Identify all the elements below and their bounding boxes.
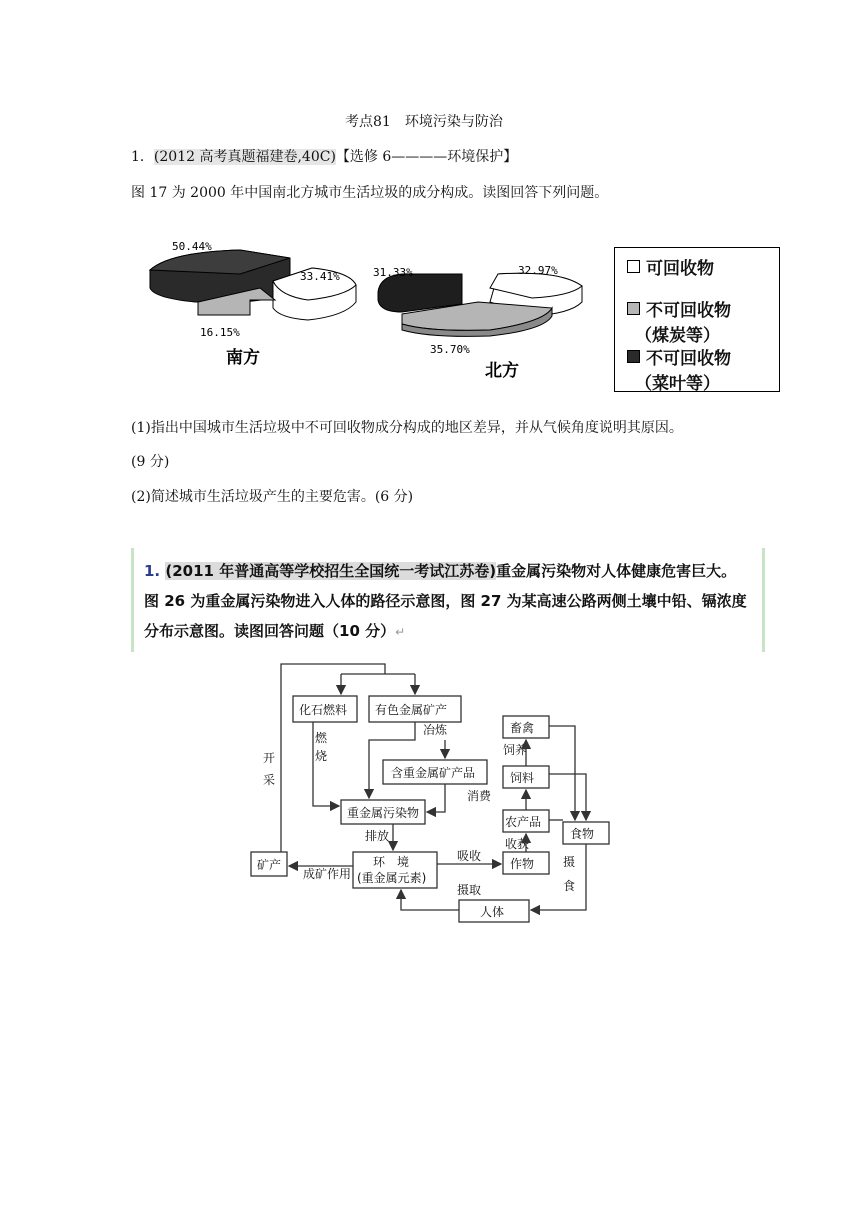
question-stem: 图 17 为 2000 年中国南北方城市生活垃圾的成分构成。读图回答下列问题。 xyxy=(131,185,609,201)
ingest-label: 摄取 xyxy=(457,883,482,897)
livestock-label: 畜禽 xyxy=(510,721,535,735)
burn-label-1: 燃 xyxy=(315,731,328,745)
question-2-line1: 重金属污染物对人体健康危害巨大。 xyxy=(496,562,737,580)
question-number: 1． xyxy=(131,149,154,165)
feed-label: 饲料 xyxy=(510,771,535,785)
feeding-label: 饲养 xyxy=(503,743,528,757)
dark-swatch-icon xyxy=(627,350,640,363)
question-2-number: 1. xyxy=(144,562,161,580)
products-label: 含重金属矿产品 xyxy=(391,766,476,780)
ore-forming-label: 成矿作用 xyxy=(303,867,352,881)
absorb-label: 吸收 xyxy=(457,849,482,863)
question-2-source: (2011 年普通高等学校招生全国统一考试江苏卷) xyxy=(165,562,497,580)
consume-label: 消费 xyxy=(467,789,492,803)
pollution-path-diagram xyxy=(245,660,625,930)
north-dark-value: 31.33% xyxy=(373,266,413,279)
crop-label: 作物 xyxy=(510,857,535,871)
food-label: 食物 xyxy=(570,827,595,841)
question-tag: 【选修 6————环境保护】 xyxy=(335,149,518,165)
south-gray-value: 16.15% xyxy=(200,326,240,339)
north-white-value: 32.97% xyxy=(518,264,558,277)
consume-arrow xyxy=(427,784,445,812)
north-label: 北方 xyxy=(485,361,519,381)
ore-label: 有色金属矿产 xyxy=(375,703,448,717)
ingest-arrow xyxy=(401,890,459,910)
north-gray-value: 35.70% xyxy=(430,343,470,356)
sub-question-1: (1)指出中国城市生活垃圾中不可回收物成分构成的地区差异，并从气候角度说明其原因。 xyxy=(131,420,683,436)
fossil-fuel-label: 化石燃料 xyxy=(299,703,348,717)
question-2-line2: 图 26 为重金属污染物进入人体的路径示意图，图 27 为某高速公路两侧土壤中铅、镉浓度 xyxy=(144,592,747,610)
agri-label: 农产品 xyxy=(505,815,542,829)
mine-label: 矿产 xyxy=(257,858,282,872)
discharge-label: 排放 xyxy=(365,829,390,843)
question-2-line3: 分布示意图。读图回答问题（10 分） xyxy=(144,622,396,640)
south-label: 南方 xyxy=(226,348,260,368)
burn-label-2: 烧 xyxy=(315,749,328,763)
question-source: (2012 高考真题福建卷,40C) xyxy=(153,149,336,165)
sub-question-1-score: (9 分) xyxy=(131,454,170,470)
pie-legend xyxy=(614,247,780,392)
sub-question-2: (2)简述城市生活垃圾产生的主要危害。(6 分) xyxy=(131,489,414,505)
legend-item-vegetable: 不可回收物 （菜叶等） xyxy=(627,344,731,394)
pie-figure xyxy=(140,230,780,400)
eat-label-1: 摄 xyxy=(563,855,576,869)
legend-item-recyclable: 可回收物 xyxy=(627,254,714,279)
legend-item-coal: 不可回收物 （煤炭等） xyxy=(627,296,731,346)
return-mark-icon: ↵ xyxy=(395,625,406,639)
pie-charts xyxy=(140,230,610,400)
mining-label-2: 采 xyxy=(263,773,276,787)
harvest-label: 收获 xyxy=(505,837,530,851)
gray-swatch-icon xyxy=(627,302,640,315)
question-2-block xyxy=(131,548,765,652)
page-title: 考点81 环境污染与防治 xyxy=(345,114,503,130)
eat-label-2: 食 xyxy=(563,879,576,893)
smelt-label: 冶炼 xyxy=(423,723,448,737)
environment-label-2: (重金属元素) xyxy=(357,871,427,885)
white-swatch-icon xyxy=(627,260,640,273)
pollutant-label: 重金属污染物 xyxy=(347,806,420,820)
environment-label-1: 环 境 xyxy=(373,855,410,869)
south-white-value: 33.41% xyxy=(300,270,340,283)
human-label: 人体 xyxy=(480,905,505,919)
south-dark-value: 50.44% xyxy=(172,240,212,253)
mining-label-1: 开 xyxy=(263,751,276,765)
question-1-header xyxy=(131,146,517,166)
